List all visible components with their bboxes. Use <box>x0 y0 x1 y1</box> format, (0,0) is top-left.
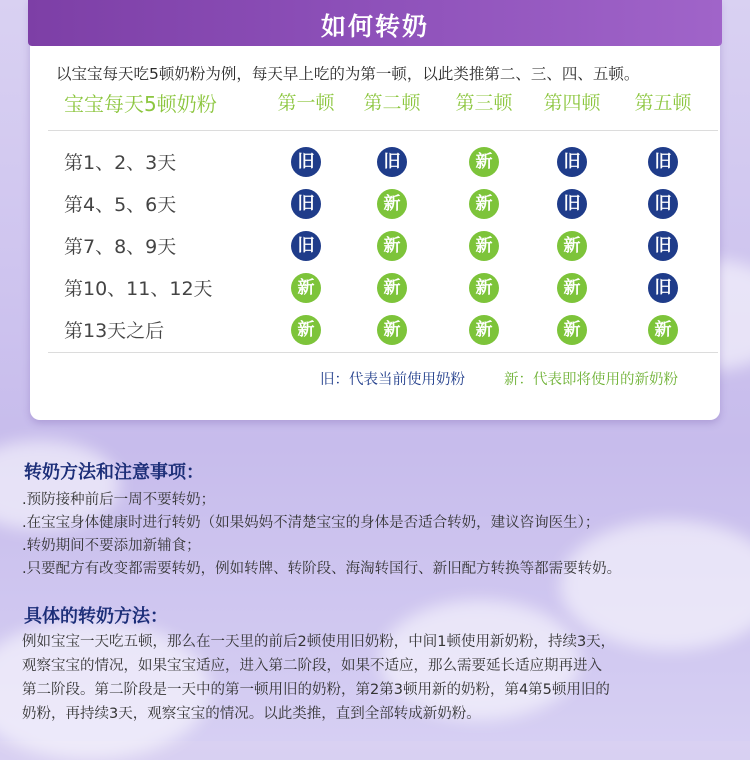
table-row <box>0 268 750 310</box>
notes-title: 转奶方法和注意事项： <box>24 462 204 483</box>
row-label: 第10、11、12天 <box>64 278 213 300</box>
new-formula-badge: 新 <box>648 315 678 345</box>
note-item: .只要配方有改变都需要转奶，例如转牌、转阶段、海淘转国行、新旧配方转换等都需要转奶。 <box>22 561 622 577</box>
old-formula-badge: 旧 <box>291 189 321 219</box>
page-title: 如何转奶 <box>320 12 429 41</box>
table-row <box>0 310 750 352</box>
table-row <box>0 226 750 268</box>
new-formula-badge: 新 <box>377 231 407 261</box>
method-line: 观察宝宝的情况，如果宝宝适应，进入第二阶段，如果不适应，那么需要延长适应期再进入 <box>22 658 602 674</box>
new-formula-badge: 新 <box>469 315 499 345</box>
row-label: 第1、2、3天 <box>64 152 177 174</box>
new-formula-badge: 新 <box>557 273 587 303</box>
table-header-label: 宝宝每天5顿奶粉 <box>64 92 217 116</box>
legend-new: 新：代表即将使用的新奶粉 <box>504 372 678 388</box>
old-formula-badge: 旧 <box>291 147 321 177</box>
column-header: 第二顿 <box>363 92 421 114</box>
row-label: 第13天之后 <box>64 320 165 342</box>
new-formula-badge: 新 <box>469 147 499 177</box>
note-item: .预防接种前后一周不要转奶； <box>22 492 216 508</box>
old-formula-badge: 旧 <box>557 147 587 177</box>
new-formula-badge: 新 <box>377 273 407 303</box>
old-formula-badge: 旧 <box>291 231 321 261</box>
new-formula-badge: 新 <box>469 273 499 303</box>
new-formula-badge: 新 <box>469 189 499 219</box>
note-item: .转奶期间不要添加新辅食； <box>22 538 201 554</box>
legend-old: 旧：代表当前使用奶粉 <box>320 372 465 388</box>
old-formula-badge: 旧 <box>648 147 678 177</box>
note-item: .在宝宝身体健康时进行转奶（如果妈妈不清楚宝宝的身体是否适合转奶，建议咨询医生）； <box>22 515 600 531</box>
method-title: 具体的转奶方法： <box>24 606 168 627</box>
title-banner <box>28 0 722 46</box>
old-formula-badge: 旧 <box>648 189 678 219</box>
new-formula-badge: 新 <box>557 231 587 261</box>
new-formula-badge: 新 <box>291 315 321 345</box>
old-formula-badge: 旧 <box>377 147 407 177</box>
method-line: 第二阶段。第二阶段是一天中的第一顿用旧的奶粉，第2第3顿用新的奶粉，第4第5顿用旧的 <box>22 682 610 698</box>
new-formula-badge: 新 <box>291 273 321 303</box>
new-formula-badge: 新 <box>377 315 407 345</box>
row-label: 第7、8、9天 <box>64 236 177 258</box>
column-header: 第三顿 <box>455 92 513 114</box>
column-header: 第一顿 <box>277 92 335 114</box>
method-line: 例如宝宝一天吃五顿，那么在一天里的前后2顿使用旧奶粉，中间1顿使用新奶粉，持续3天， <box>22 634 616 650</box>
table-row <box>0 184 750 226</box>
new-formula-badge: 新 <box>557 315 587 345</box>
column-header: 第五顿 <box>634 92 692 114</box>
divider <box>48 130 718 131</box>
intro-text: 以宝宝每天吃5顿奶粉为例，每天早上吃的为第一顿，以此类推第二、三、四、五顿。 <box>56 65 640 83</box>
column-header: 第四顿 <box>543 92 601 114</box>
method-line: 奶粉，再持续3天，观察宝宝的情况。以此类推，直到全部转成新奶粉。 <box>22 706 481 722</box>
new-formula-badge: 新 <box>377 189 407 219</box>
row-label: 第4、5、6天 <box>64 194 177 216</box>
old-formula-badge: 旧 <box>557 189 587 219</box>
table-header-row <box>0 88 750 122</box>
divider <box>48 352 718 353</box>
old-formula-badge: 旧 <box>648 231 678 261</box>
table-row <box>0 142 750 184</box>
new-formula-badge: 新 <box>469 231 499 261</box>
old-formula-badge: 旧 <box>648 273 678 303</box>
